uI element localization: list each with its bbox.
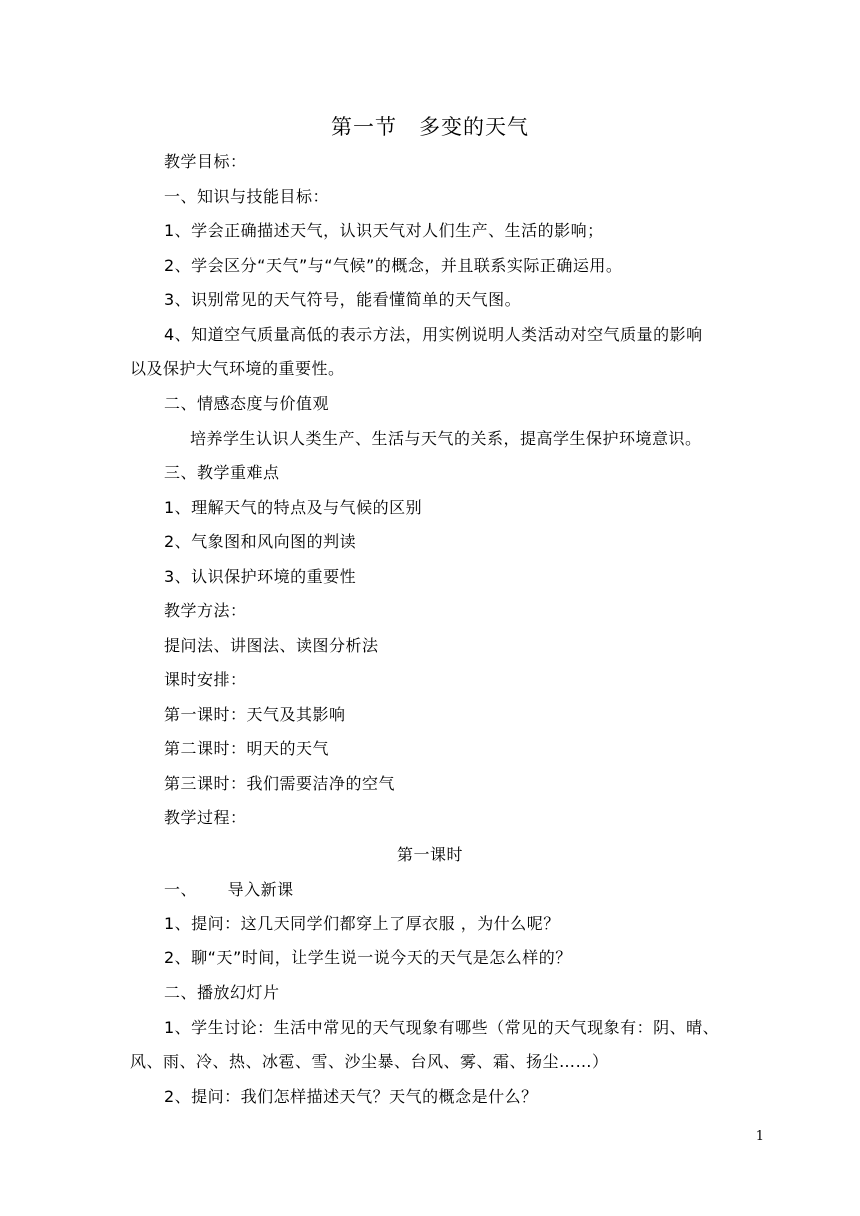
heading-teaching-process: 教学过程： [164,808,247,827]
heading-key-points: 三、教学重难点 [164,463,280,482]
heading-schedule: 课时安排： [164,670,247,689]
paragraph-line-continued: 以及保护大气环境的重要性。 [130,359,345,378]
paragraph-line: 第三课时：我们需要洁净的空气 [164,774,396,793]
heading-knowledge-skills: 一、知识与技能目标： [164,187,330,206]
page-number: 1 [755,1129,764,1144]
paragraph-line: 2、提问：我们怎样描述天气？天气的概念是什么？ [164,1087,538,1106]
heading-teaching-methods: 教学方法： [164,601,247,620]
paragraph-line: 培养学生认识人类生产、生活与天气的关系，提高学生保护环境意识。 [190,429,702,448]
heading-slideshow: 二、播放幻灯片 [164,983,280,1002]
paragraph-line: 2、气象图和风向图的判读 [164,532,357,551]
paragraph-line: 1、学会正确描述天气，认识天气对人们生产、生活的影响； [164,221,604,240]
paragraph-line: 2、学会区分“天气”与“气候”的概念，并且联系实际正确运用。 [164,256,623,275]
section-heading-lesson-one: 第一课时 [396,845,463,864]
paragraph-line: 1、学生讨论：生活中常见的天气现象有哪些（常见的天气现象有：阴、晴、 [164,1018,720,1037]
paragraph-line: 第一课时：天气及其影响 [164,705,346,724]
page-title: 第一节 多变的天气 [331,115,529,139]
paragraph-line: 第二课时：明天的天气 [164,739,330,758]
paragraph-line: 3、认识保护环境的重要性 [164,567,357,586]
heading-teaching-goals: 教学目标： [164,152,247,171]
paragraph-line: 1、理解天气的特点及与气候的区别 [164,498,423,517]
paragraph-line: 提问法、讲图法、读图分析法 [164,636,379,655]
heading-emotion-values: 二、情感态度与价值观 [164,394,330,413]
paragraph-line-continued: 风、雨、冷、热、冰雹、雪、沙尘暴、台风、雾、霜、扬尘……） [130,1052,609,1071]
paragraph-line: 2、聊“天”时间，让学生说一说今天的天气是怎么样的？ [164,948,572,967]
heading-introduction: 一、 导入新课 [164,880,294,899]
paragraph-line: 3、识别常见的天气符号，能看懂简单的天气图。 [164,290,522,309]
paragraph-line: 1、提问：这几天同学们都穿上了厚衣服 ，为什么呢？ [164,914,560,933]
paragraph-line: 4、知道空气质量高低的表示方法，用实例说明人类活动对空气质量的影响 [164,325,703,344]
